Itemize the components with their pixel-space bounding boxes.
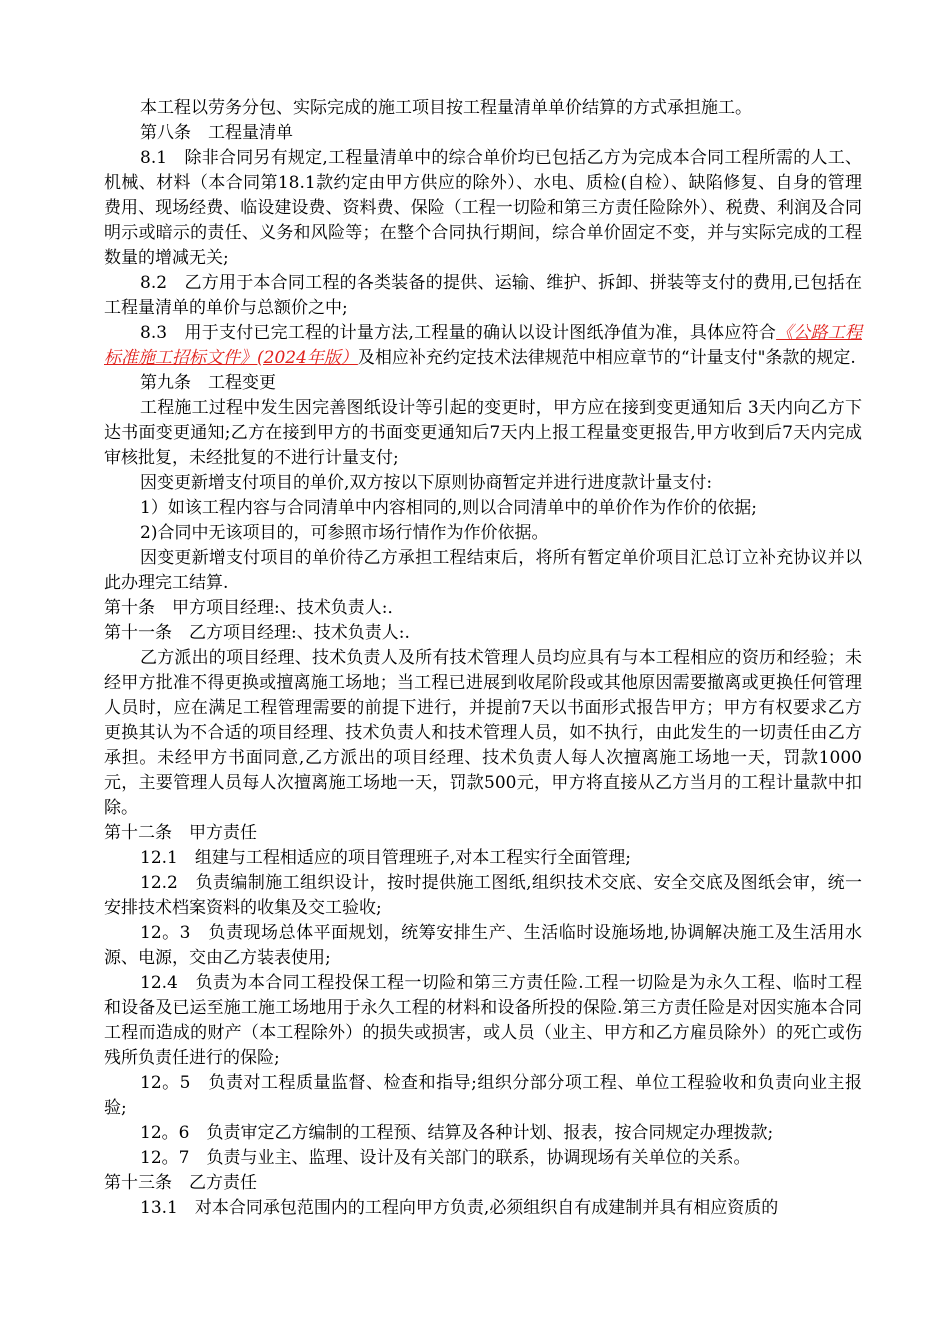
clause-12-6: 12。6 负责审定乙方编制的工程预、结算及各种计划、报表，按合同规定办理拨款;: [140, 1123, 774, 1143]
clause-8-3-text-start: 8.3 用于支付已完工程的计量方法,工程量的确认以设计图纸净值为准，具体应符合: [140, 323, 777, 343]
document-page: [104, 96, 862, 1221]
article-13-heading: 第十三条 乙方责任: [104, 1173, 257, 1193]
settlement-paragraph: 因变更新增支付项目的单价待乙方承担工程结束后，将所有暂定单价项目汇总订立补充协议并以此办理完工结算.: [104, 548, 862, 593]
clause-12-5: 12。5 负责对工程质量监督、检查和指导;组织分部分项工程、单位工程验收和负责向业主报验;: [104, 1073, 862, 1118]
clause-8-1: 8.1 除非合同另有规定,工程量清单中的综合单价均已包括乙方为完成本合同工程所需的人工、机械、材料（本合同第18.1款约定由甲方供应的除外）、水电、质检(自检）、缺陷修复、自身的管理费用、现场经费、临设建设费、资料费、保险（工程一切险和第三方责任险除外）、税费、利润及合同明示或暗示的责任、义务和风险等；在整个合同执行期间，综合单价固定不变，并与实际完成的工程数量的增减无关;: [104, 148, 862, 268]
clause-12-1: 12.1 组建与工程相适应的项目管理班子,对本工程实行全面管理;: [140, 848, 631, 868]
pricing-rule-2: 2)合同中无该项目的，可参照市场行情作为作价依据。: [140, 523, 549, 543]
clause-8-2: 8.2 乙方用于本合同工程的各类装备的提供、运输、维护、拆卸、拼装等支付的费用,已包括在工程量清单的单价与总额价之中;: [104, 273, 862, 318]
standard-document-link[interactable]: 《公路工程标准施工招标文件》(2024年版）: [104, 323, 862, 368]
article-10-heading: 第十条 甲方项目经理:、技术负责人:．: [104, 598, 405, 618]
clause-12-3: 12。3 负责现场总体平面规划，统筹安排生产、生活临时设施场地,协调解决施工及生活用水源、电源，交由乙方装表使用;: [104, 923, 862, 968]
clause-12-2: 12.2 负责编制施工组织设计，按时提供施工图纸,组织技术交底、安全交底及图纸会审，统一安排技术档案资料的收集及交工验收;: [104, 873, 862, 918]
clause-12-4: 12.4 负责为本合同工程投保工程一切险和第三方责任险.工程一切险是为永久工程、临时工程和设备及已运至施工施工场地用于永久工程的材料和设备所投的保险.第三方责任险是对因实施本合同工程而造成的财产（本工程除外）的损失或损害，或人员（业主、甲方和乙方雇员除外）的死亡或伤残所负责任进行的保险;: [104, 973, 862, 1068]
pricing-rule-1: 1）如该工程内容与合同清单中内容相同的,则以合同清单中的单价作为作价的依据;: [140, 498, 757, 518]
article-8-heading: 第八条 工程量清单: [140, 123, 293, 143]
change-process-paragraph: 工程施工过程中发生因完善图纸设计等引起的变更时，甲方应在接到变更通知后 3天内向乙方下达书面变更通知;乙方在接到甲方的书面变更通知后7天内上报工程量变更报告,甲方收到后7天内完成审核批复，未经批复的不进行计量支付;: [104, 398, 862, 468]
clause-13-1: 13.1 对本合同承包范围内的工程向甲方负责,必须组织自有成建制并具有相应资质的: [140, 1198, 779, 1218]
article-9-heading: 第九条 工程变更: [140, 373, 276, 393]
article-11-heading: 第十一条 乙方项目经理:、技术负责人:.: [104, 623, 410, 643]
change-pricing-paragraph: 因变更新增支付项目的单价,双方按以下原则协商暂定并进行进度款计量支付:: [140, 473, 713, 493]
staff-requirements-paragraph: 乙方派出的项目经理、技术负责人及所有技术管理人员均应具有与本工程相应的资历和经验；未经甲方批准不得更换或擅离施工场地；当工程已进展到收尾阶段或其他原因需要撤离或更换任何管理人员时，应在满足工程管理需要的前提下进行，并提前7天以书面形式报告甲方；甲方有权要求乙方更换其认为不合适的项目经理、技术负责人和技术管理人员，如不执行，由此发生的一切责任由乙方承担。未经甲方书面同意,乙方派出的项目经理、技术负责人每人次擅离施工场地一天，罚款1000元，主要管理人员每人次擅离施工场地一天，罚款500元，甲方将直接从乙方当月的工程计量款中扣除。: [104, 648, 862, 818]
clause-12-7: 12。7 负责与业主、监理、设计及有关部门的联系，协调现场有关单位的关系。: [140, 1148, 751, 1168]
clause-8-3-text-end: 及相应补充约定技术法律规范中相应章节的“计量支付"条款的规定.: [357, 348, 856, 368]
article-12-heading: 第十二条 甲方责任: [104, 823, 257, 843]
clause-8-3: [104, 321, 862, 371]
intro-paragraph: 本工程以劳务分包、实际完成的施工项目按工程量清单单价结算的方式承担施工。: [140, 98, 752, 118]
